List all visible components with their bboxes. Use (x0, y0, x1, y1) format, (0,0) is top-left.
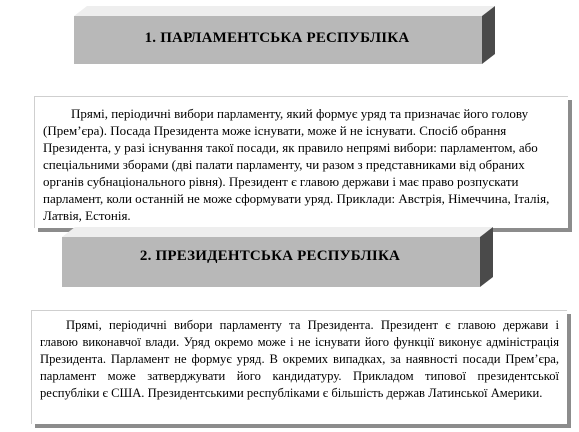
presidential-description-text: Прямі, періодичні вибори парламенту та Президента. Президент є главою держави і главою виконавчої влади. Уряд окремо може і не існувати його функції виконує адміністрація Президента. Парламент не формує уряд. В окремих випадках, за наявності посади Прем’єра, парламент може затверджувати його кандидатуру. Прикладом типової президентської республіки є США. Президентськими республіками є більшість держав Латинської Америки. (40, 318, 559, 400)
parliamentary-description-text: Прямі, періодичні вибори парламенту, який формує уряд та призначає його голову (Прем’єра). Посада Президента може існувати, може й не існувати. Спосіб обрання Президента, у разі існування такої посади, як правило непрямі вибори: парламентом, або спеціальними зборами (дві палати парламенту, чи разом з представниками від обраних органів субнаціонального рівня). Президент є главою держави і має право розпускати парламент, коли останній не може сформувати уряд. Приклади: Австрія, Німеччина, Італія, Латвія, Естонія. (43, 106, 550, 223)
header-parliamentary-republic (72, 4, 495, 68)
presidential-description-box (31, 310, 567, 424)
header-title-1: 1. ПАРЛАМЕНТСЬКА РЕСПУБЛІКА (144, 30, 410, 46)
parliamentary-description-box (34, 96, 568, 228)
header-presidential-republic (60, 225, 495, 291)
header-title-2: 2. ПРЕЗИДЕНТСЬКА РЕСПУБЛІКА (139, 248, 401, 264)
